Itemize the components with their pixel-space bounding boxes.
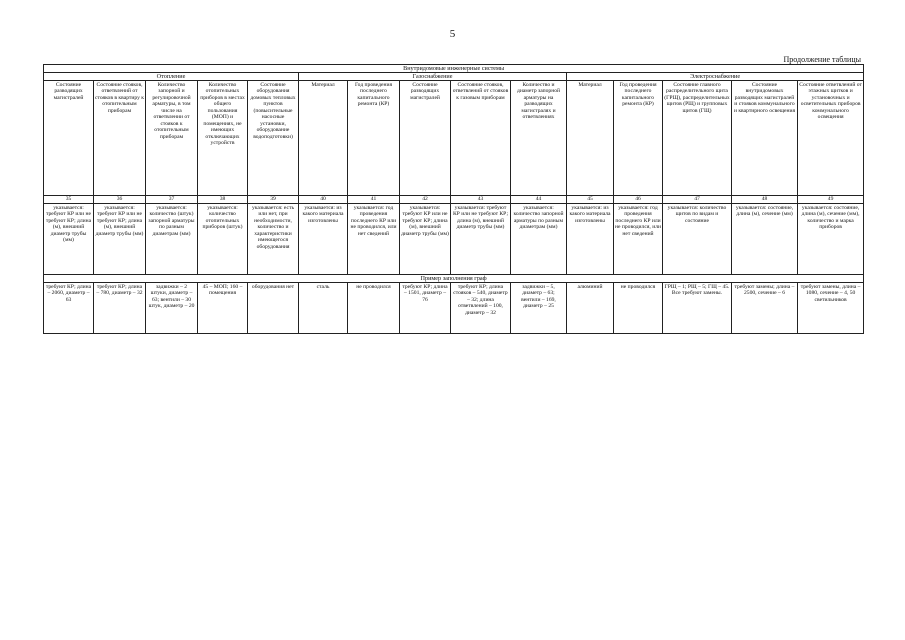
continuation-label: Продолжение таблицы [783, 55, 861, 64]
column-number: 45 [567, 196, 614, 204]
column-header: Состояние главного распределительного щита (ГРЩ), распределительных щитов (РЩ) и групповых щитов (ГЩ) [663, 81, 732, 196]
column-description: указывается: требуют КР или не требуют КР; длина (м), внешний диаметр трубы (мм) [44, 204, 94, 275]
example-cell: сталь [299, 283, 348, 334]
group-title: Внутридомовые инженерные системы [44, 65, 864, 73]
column-number: 40 [299, 196, 348, 204]
column-header: Состояние ответвлений от этажных щитков и установочных и осветительных приборов коммунального освещения [798, 81, 864, 196]
column-description: указывается: требуют КР или не требуют КР; длина (м), внешний диаметр трубы (мм) [451, 204, 511, 275]
column-number: 37 [146, 196, 198, 204]
column-number: 43 [451, 196, 511, 204]
section-electricity: Электроснабжение [567, 73, 864, 81]
example-cell: алюминий [567, 283, 614, 334]
column-number: 36 [94, 196, 146, 204]
engineering-systems-table [43, 64, 864, 334]
example-cell: ГРЩ – 1; РЩ – 5; ГЩ – 45. Все требуют замены. [663, 283, 732, 334]
column-description: указывается: есть или нет, при необходимости, количество и характеристики имеющегося оборудования [248, 204, 299, 275]
column-description: указывается: год проведения последнего КР или не проводился, или нет сведений [614, 204, 663, 275]
column-description: указывается: год проведения последнего КР или не проводился, или нет сведений [348, 204, 400, 275]
section-heating: Отопление [44, 73, 299, 81]
column-description: указывается: из какого материала изготовлены [567, 204, 614, 275]
column-description: указывается: состояние, длина (м), сечение (мм), количество и марка приборов [798, 204, 864, 275]
column-description: указывается: количество (штук) запорной арматуры по разным диаметрам (мм) [146, 204, 198, 275]
column-number: 41 [348, 196, 400, 204]
column-number: 39 [248, 196, 299, 204]
column-header: Состояние внутридомовых разводящих магистралей и стояков коммунального и квартирного освещения [732, 81, 798, 196]
column-number: 44 [511, 196, 567, 204]
column-header: Год проведения последнего капитального ремонта (КР) [614, 81, 663, 196]
example-cell: оборудования нет [248, 283, 299, 334]
column-description: указывается: состояние, длина (м), сечение (мм) [732, 204, 798, 275]
column-header: Состояние разводящих магистралей [44, 81, 94, 196]
column-header: Количество отопительных приборов в местах общего пользования (МОП) и помещениях, не имеющих отключающих устройств [198, 81, 248, 196]
column-header: Состояние разводящих магистралей [400, 81, 451, 196]
column-description: указывается: количество запорной арматуры по разным диаметрам (мм) [511, 204, 567, 275]
column-header: Количество запорной и регулировочной арматуры, в том числе на ответвлении от стояков к отопительным приборам [146, 81, 198, 196]
example-cell: требуют замены, длина – 1080, сечение – 4, 50 светильников [798, 283, 864, 334]
column-number: 42 [400, 196, 451, 204]
example-cell: требуют КР; длина стояков – 540, диаметр – 32; длина ответвлений – 100, диаметр – 32 [451, 283, 511, 334]
column-header: Количество и диаметр запорной арматуры на разводящих магистралях и ответвлениях [511, 81, 567, 196]
example-cell: не проводился [348, 283, 400, 334]
example-label: Пример заполнения граф [44, 275, 864, 283]
column-header: Материал [299, 81, 348, 196]
example-cell: требуют КР; длина – 1501, диаметр – 76 [400, 283, 451, 334]
page-number: 5 [449, 28, 456, 40]
column-number: 47 [663, 196, 732, 204]
column-description: указывается: количество щитов по видам и состояние [663, 204, 732, 275]
column-description: указывается: требуют КР или не требуют КР; длина (м), внешний диаметр трубы (мм) [94, 204, 146, 275]
column-header: Состояние стояков, ответвлений от стояков к газовым приборам [451, 81, 511, 196]
column-header: Год проведения последнего капитального ремонта (КР) [348, 81, 400, 196]
column-number: 46 [614, 196, 663, 204]
example-cell: требуют КР; длина – 780, диаметр – 32 [94, 283, 146, 334]
column-number: 35 [44, 196, 94, 204]
example-cell: задвижки – 2 штуки, диаметр – 63; вентили – 30 штук, диаметр – 20 [146, 283, 198, 334]
example-cell: требуют КР; длина – 2060, диаметр – 63 [44, 283, 94, 334]
column-number: 48 [732, 196, 798, 204]
column-description: указывается: количество отопительных приборов (штук) [198, 204, 248, 275]
example-cell: не проводился [614, 283, 663, 334]
example-cell: задвижки – 5, диаметр – 63; вентили – 169, диаметр – 25 [511, 283, 567, 334]
column-header: Материал [567, 81, 614, 196]
column-header: Состояние стояков, ответвлений от стояков в квартиру к отопительным приборам [94, 81, 146, 196]
column-description: указывается: требуют КР или не требуют КР; длина (м), внешний диаметр трубы (мм) [400, 204, 451, 275]
column-description: указывается: из какого материала изготовлены [299, 204, 348, 275]
section-gas: Газоснабжение [299, 73, 567, 81]
column-number: 38 [198, 196, 248, 204]
column-number: 49 [798, 196, 864, 204]
column-header: Состояние оборудования домовых тепловых пунктов (повысительные насосные установки, оборудование водоподготовки) [248, 81, 299, 196]
example-cell: 45 – МОП; 160 – помещения [198, 283, 248, 334]
example-cell: требуют замены; длина – 2500, сечение – 6 [732, 283, 798, 334]
